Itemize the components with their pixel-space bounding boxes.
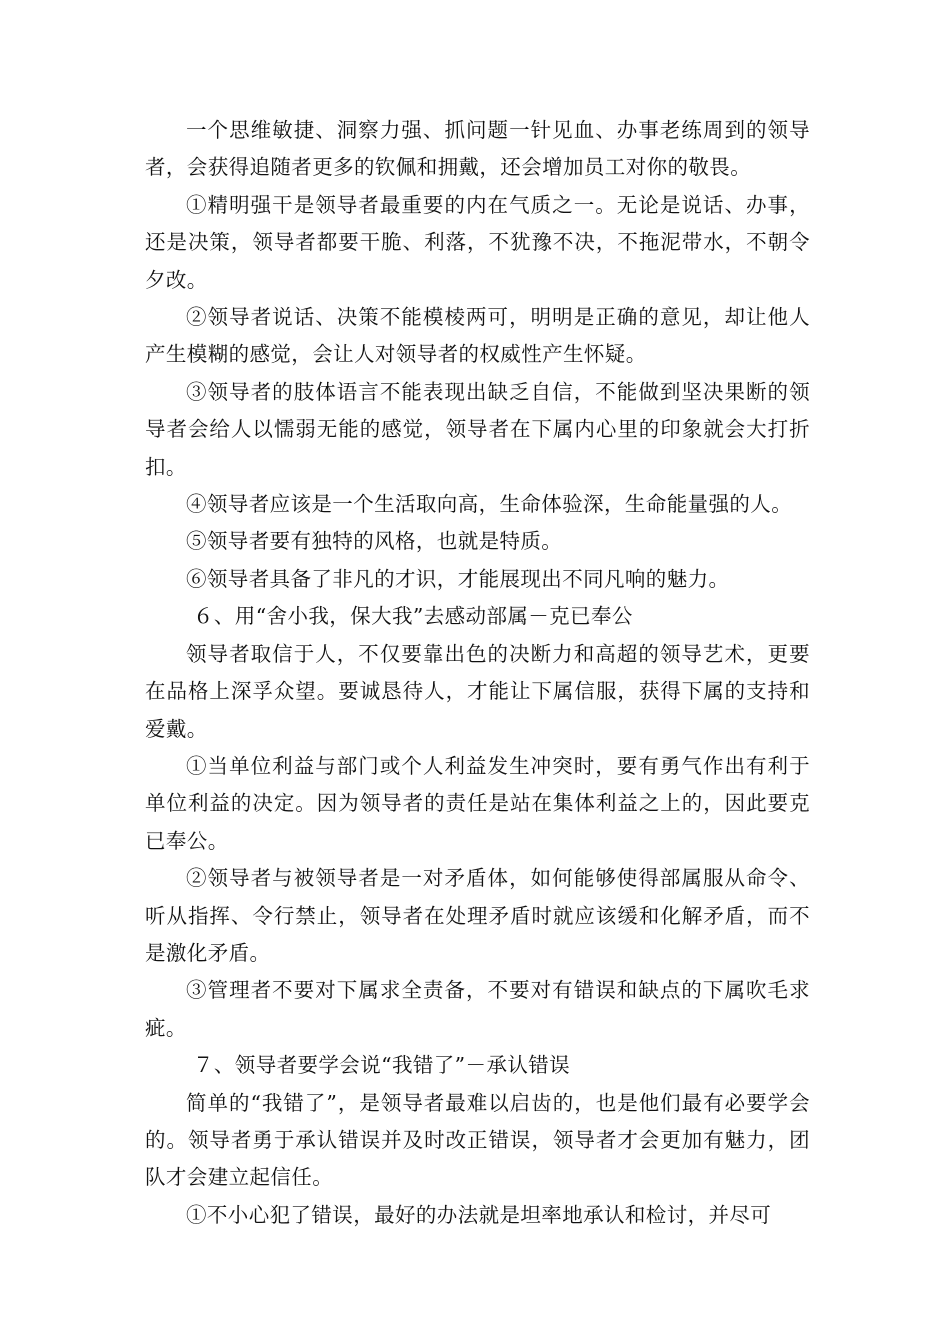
section-heading-6: ６、用“舍小我，保大我”去感动部属－克已奉公 xyxy=(193,604,633,629)
paragraph-section-6-point-3: ③管理者不要对下属求全责备，不要对有错误和缺点的下属吹毛求疵。 xyxy=(145,978,810,1040)
paragraph-point-6: ⑥领导者具备了非凡的才识，才能展现出不同凡响的魅力。 xyxy=(186,566,730,591)
paragraph-point-4: ④领导者应该是一个生活取向高，生命体验深，生命能量强的人。 xyxy=(186,492,793,517)
paragraph-section-7-point-1: ①不小心犯了错误，最好的办法就是坦率地承认和检讨，并尽可 xyxy=(186,1202,772,1227)
document-page xyxy=(145,112,810,1234)
paragraph-point-5: ⑤领导者要有独特的风格，也就是特质。 xyxy=(186,529,563,554)
paragraph-section-6-point-2: ②领导者与被领导者是一对矛盾体，如何能够使得部属服从命令、听从指挥、令行禁止，领导者在处理矛盾时就应该缓和化解矛盾，而不是激化矛盾。 xyxy=(145,866,810,965)
paragraph-point-3: ③领导者的肢体语言不能表现出缺乏自信，不能做到坚决果断的领导者会给人以懦弱无能的感觉，领导者在下属内心里的印象就会大打折扣。 xyxy=(145,379,810,479)
paragraph-point-2: ②领导者说话、决策不能模棱两可，明明是正确的意见，却让他人产生模糊的感觉，会让人对领导者的权威性产生怀疑。 xyxy=(145,305,810,367)
paragraph-intro: 一个思维敏捷、洞察力强、抓问题一针见血、办事老练周到的领导者，会获得追随者更多的钦佩和拥戴，还会增加员工对你的敬畏。 xyxy=(145,118,810,180)
section-heading-7: ７、领导者要学会说“我错了”－承认错误 xyxy=(193,1053,571,1078)
paragraph-section-6-point-1: ①当单位利益与部门或个人利益发生冲突时，要有勇气作出有利于单位利益的决定。因为领导者的责任是站在集体利益之上的，因此要克已奉公。 xyxy=(145,753,810,853)
paragraph-section-7-intro: 简单的“我错了”，是领导者最难以启齿的，也是他们最有必要学会的。领导者勇于承认错误并及时改正错误，领导者才会更加有魅力，团队才会建立起信任。 xyxy=(145,1090,810,1190)
paragraph-section-6-intro: 领导者取信于人，不仅要靠出色的决断力和高超的领导艺术，更要在品格上深孚众望。要诚恳待人，才能让下属信服，获得下属的支持和爱戴。 xyxy=(145,641,810,741)
paragraph-point-1: ①精明强干是领导者最重要的内在气质之一。无论是说话、办事，还是决策，领导者都要干脆、利落，不犹豫不决，不拖泥带水，不朝令夕改。 xyxy=(145,192,810,292)
